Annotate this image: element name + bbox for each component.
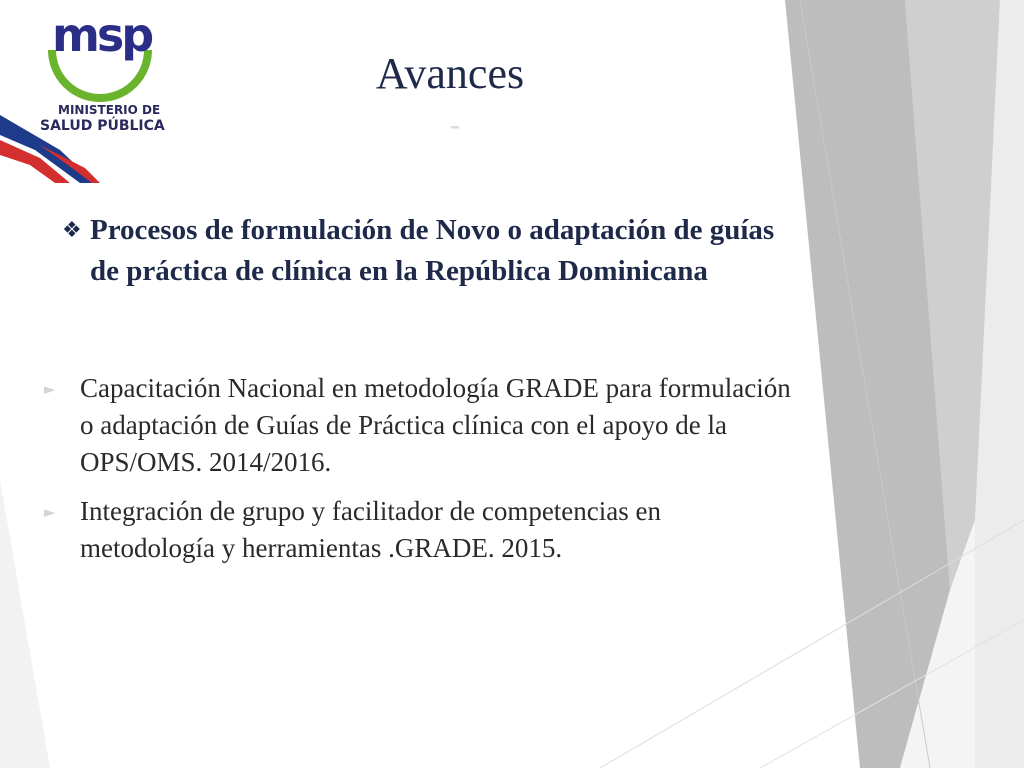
slide-title: Avances: [375, 49, 525, 98]
list-item: [44, 493, 794, 567]
logo-mark: msp: [52, 8, 152, 62]
logo-msp: [0, 0, 170, 190]
triangle-bullet-icon: ►: [44, 503, 56, 521]
logo-text-line1: MINISTERIO DE: [58, 103, 161, 117]
bullet-text: Integración de grupo y facilitador de competencias en metodología y herramientas .GRADE. 2015.: [80, 496, 662, 563]
diamond-bullet-icon: ❖: [62, 218, 82, 243]
logo-text-line2: SALUD PÚBLICA: [40, 118, 165, 134]
bullet-text: Capacitación Nacional en metodología GRADE para formulación o adaptación de Guías de Práctica clínica con el apoyo de la OPS/OMS. 2014/2016.: [80, 373, 791, 477]
section-heading: [62, 210, 782, 292]
triangle-bullet-icon: ►: [44, 380, 56, 398]
subtitle-mark: -: [449, 106, 461, 142]
list-item: [44, 370, 794, 481]
section-heading-text: Procesos de formulación de Novo o adaptación de guías de práctica de clínica en la República Dominicana: [90, 214, 775, 287]
bullet-list: [44, 370, 794, 579]
left-facet: [0, 480, 50, 768]
